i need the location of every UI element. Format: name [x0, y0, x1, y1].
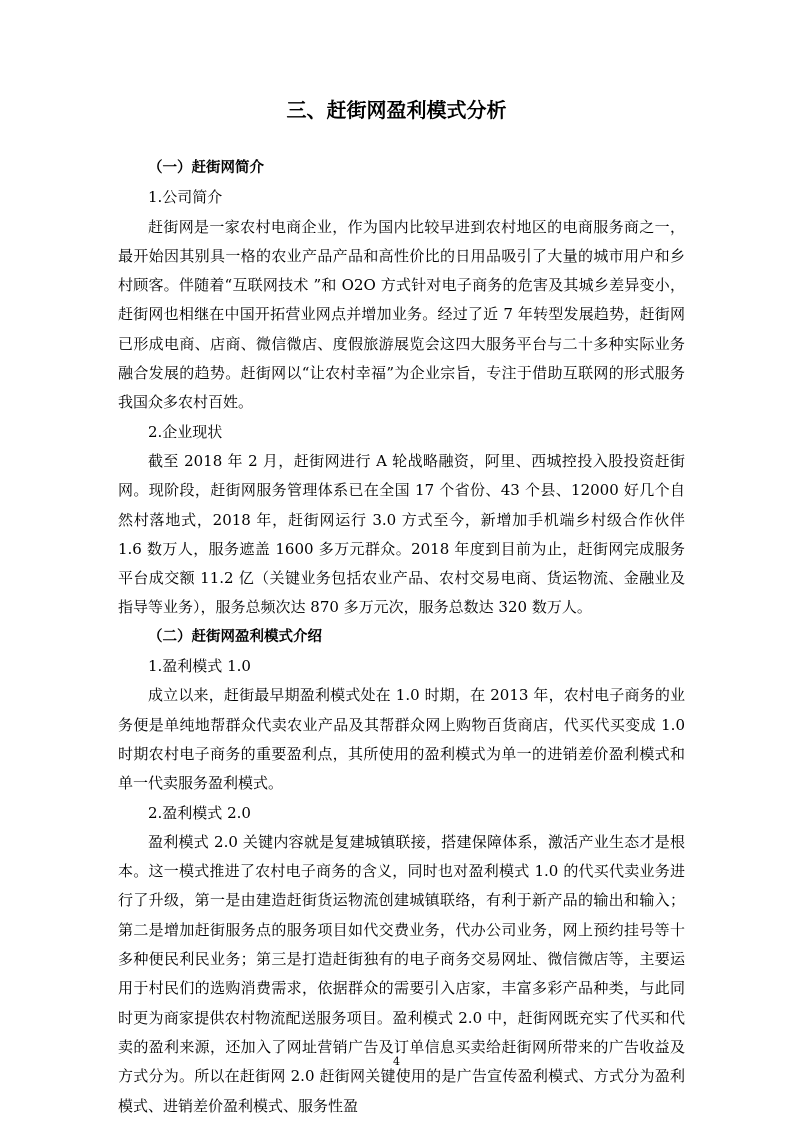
paragraph-model-2: 盈利模式 2.0 关键内容就是复建城镇联接，搭建保障体系，激活产业生态才是根本。这一模式推进了农村电子商务的含义，同时也对盈利模式 1.0 的代买代卖业务进行了升级，第一是由建造赶街货运物流创建城镇联络，有利于新产品的输出和输入；第二是增加赶街服务点的服务项目如代交费业务，代办公司业务，网上预约挂号等十多种便民利民业务；第三是打造赶街独有的电子商务交易网址、微信微店等，主要运用于村民们的选购消费需求，依据群众的需要引入店家，丰富多彩产品种类，与此同时更为商家提供农村物流配送服务项目。盈利模式 2.0 中，赶街网既充实了代买和代卖的盈利来源，还加入了网址营销广告及订单信息买卖给赶街网所带来的广告收益及方式分为。所以在赶街网 2.0 赶街网关键使用的是广告宣传盈利模式、方式分为盈利模式、进销差价盈利模式、服务性盈 — [118, 832, 685, 1115]
subsection-heading-company: 1.公司简介 — [148, 188, 223, 207]
subsection-heading-model-1: 1.盈利模式 1.0 — [148, 657, 251, 676]
subsection-heading-model-2: 2.盈利模式 2.0 — [148, 803, 251, 822]
subsection-heading-status: 2.企业现状 — [148, 422, 223, 441]
page-number: 4 — [393, 1055, 400, 1068]
paragraph-model-1: 成立以来，赶街最早期盈利模式处在 1.0 时期，在 2013 年，农村电子商务的业务便是单纯地帮群众代卖农业产品及其帮群众网上购物百货商店，代买代买变成 1.0 时期农村电子商务的重要盈利点，其所使用的盈利模式为单一的进销差价盈利模式和单一代卖服务盈利模式。 — [118, 686, 685, 793]
paragraph-company-status: 截至 2018 年 2 月，赶街网进行 A 轮战略融资，阿里、西城控投入股投资赶街网。现阶段，赶街网服务管理体系已在全国 17 个省份、43 个县、12000 好几个自然村落地式，2018 年，赶街网运行 3.0 方式至今，新增加手机端乡村级合作伙伴 1.6 数万人，服务遮盖 1600 多万元群众。2018 年度到目前为止，赶街网完成服务平台成交额 11.2 亿（关键业务包括农业产品、农村交易电商、货运物流、金融业及指导等业务），服务总频次达 870 多万元次，服务总数达 320 数万人。 — [118, 451, 685, 617]
section-heading-profit-models: （二）赶街网盈利模式介绍 — [148, 628, 322, 645]
chapter-title: 三、赶街网盈利模式分析 — [286, 98, 507, 122]
section-heading-intro: （一）赶街网简介 — [148, 160, 264, 176]
body-content — [118, 154, 685, 1121]
paragraph-company-intro: 赶街网是一家农村电商企业，作为国内比较早进到农村地区的电商服务商之一，最开始因其别具一格的农业产品产品和高性价比的日用品吸引了大量的城市用户和乡村顾客。伴随着“互联网技术 ”和 O2O 方式针对电子商务的危害及其城乡差异变小，赶街网也相继在中国开拓营业网点并增加业务。经过了近 7 年转型发展趋势，赶街网已形成电商、店商、微信微店、度假旅游展览会这四大服务平台与二十多种实际业务融合发展的趋势。赶街网以“让农村幸福”为企业宗旨，专注于借助互联网的形式服务我国众多农村百姓。 — [118, 217, 685, 412]
